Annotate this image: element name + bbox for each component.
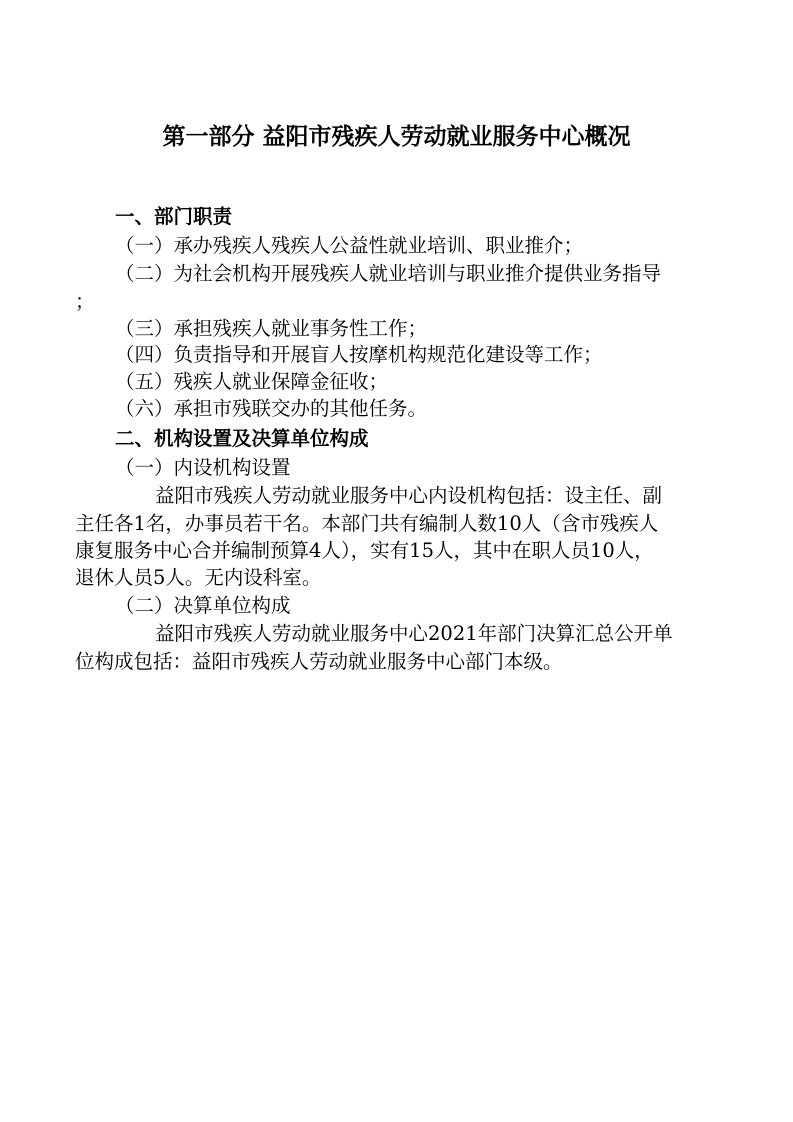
internal-paragraph-line-4: 退休人员5人。无内设科室。: [75, 566, 322, 589]
internal-paragraph-line-3: 康复服务中心合并编制预算4人），实有15人，其中在职人员10人，: [75, 539, 654, 562]
subsection-heading-units: （二）决算单位构成: [115, 594, 291, 617]
units-paragraph-line-1: 益阳市残疾人劳动就业服务中心2021年部门决算汇总公开单: [155, 622, 673, 645]
duty-item-2-continuation: ；: [75, 290, 95, 313]
internal-paragraph-line-2: 主任各1名，办事员若干名。本部门共有编制人数10人（含市残疾人: [75, 512, 659, 535]
duty-item-4: （四）负责指导和开展盲人按摩机构规范化建设等工作；: [115, 343, 603, 366]
duty-item-1: （一）承办残疾人残疾人公益性就业培训、职业推介；: [115, 234, 584, 257]
page-title: 第一部分 益阳市残疾人劳动就业服务中心概况: [162, 124, 631, 150]
duty-item-5: （五）残疾人就业保障金征收；: [115, 370, 389, 393]
internal-paragraph-line-1: 益阳市残疾人劳动就业服务中心内设机构包括：设主任、副: [155, 484, 663, 507]
subsection-heading-internal: （一）内设机构设置: [115, 456, 291, 479]
duty-item-3: （三）承担残疾人就业事务性工作；: [115, 317, 428, 340]
units-paragraph-line-2: 位构成包括：益阳市残疾人劳动就业服务中心部门本级。: [75, 650, 563, 673]
section-heading-duties: 一、部门职责: [115, 205, 233, 228]
duty-item-6: （六）承担市残联交办的其他任务。: [115, 397, 428, 420]
section-heading-structure: 二、机构设置及决算单位构成: [115, 427, 369, 450]
duty-item-2: （二）为社会机构开展残疾人就业培训与职业推介提供业务指导: [115, 262, 662, 285]
